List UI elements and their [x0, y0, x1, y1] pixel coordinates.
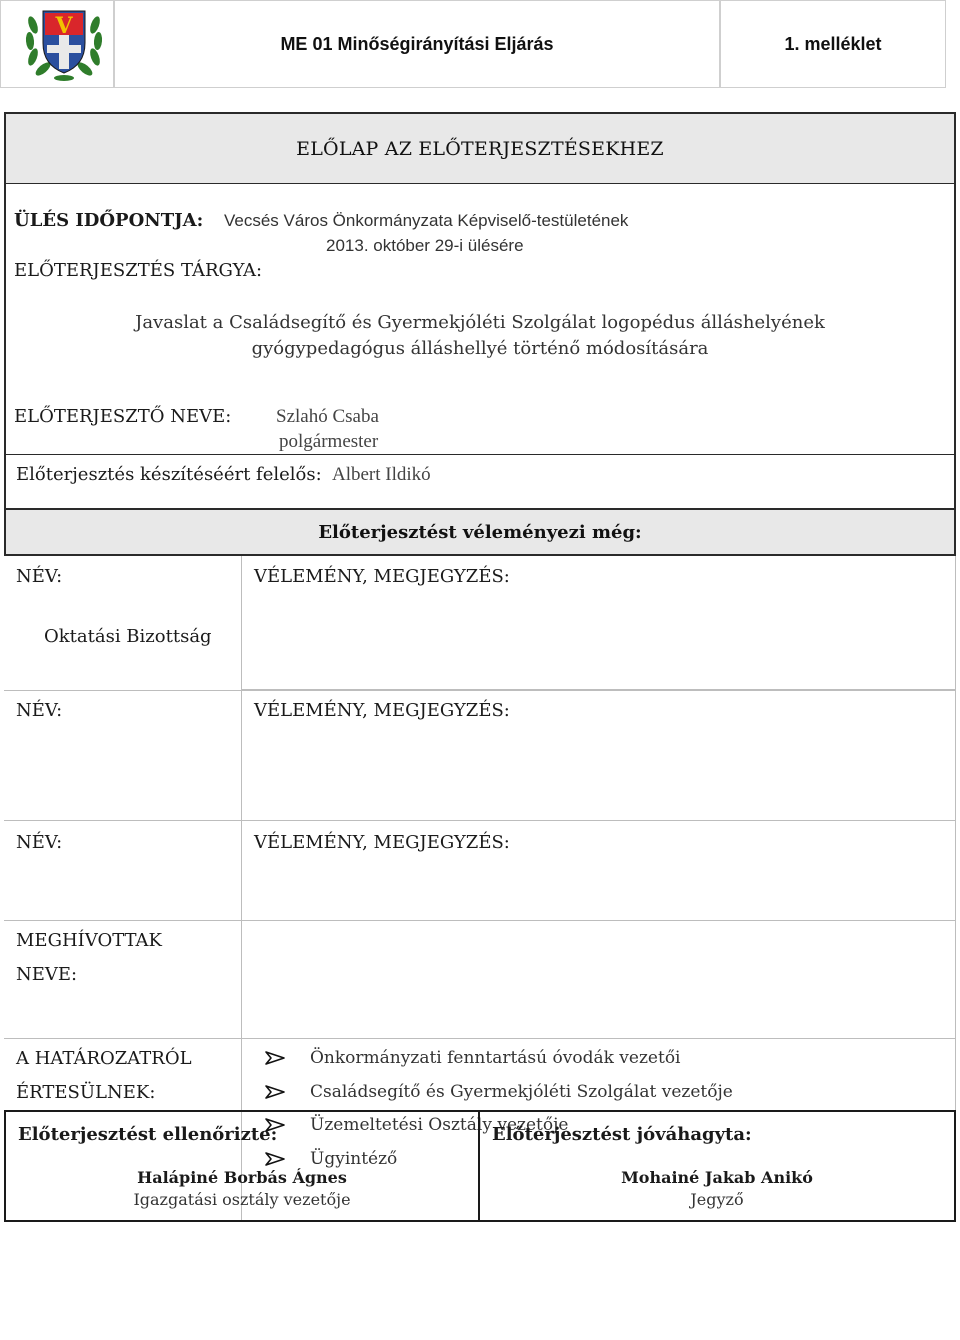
- header-title-cell: [114, 0, 720, 88]
- approved-title: Előterjesztést jóváhagyta:: [492, 1124, 752, 1145]
- row2-name-label: NÉV:: [16, 700, 63, 721]
- opinion-header: Előterjesztést véleményezi még:: [318, 521, 642, 543]
- approved-name: Mohainé Jakab Anikó: [621, 1168, 813, 1187]
- responsible-label: Előterjesztés készítéséért felelős:: [16, 464, 322, 485]
- notified-label-line1: A HATÁROZATRÓL: [16, 1048, 192, 1069]
- coat-of-arms-logo: [23, 5, 105, 83]
- row3-name-label: NÉV:: [16, 832, 63, 853]
- row1-opinion-label: VÉLEMÉNY, MEGJEGYZÉS:: [254, 566, 510, 587]
- signature-approved-box: [478, 1110, 956, 1222]
- arrow-bullet-icon: [264, 1050, 286, 1066]
- notified-label-line2: ÉRTESÜLNEK:: [16, 1082, 156, 1103]
- form-title-band: [4, 112, 956, 184]
- row2-opinion-label: VÉLEMÉNY, MEGJEGYZÉS:: [254, 700, 510, 721]
- notified-item: [264, 1082, 733, 1102]
- logo-letter: V: [55, 13, 73, 39]
- notified-item-text: Ügyintéző: [310, 1149, 398, 1169]
- subject-line1: Javaslat a Családsegítő és Gyermekjóléti Szolgálat logopédus álláshelyének: [135, 312, 825, 333]
- row3-opinion-label: VÉLEMÉNY, MEGJEGYZÉS:: [254, 832, 510, 853]
- checked-role: Igazgatási osztály vezetője: [133, 1190, 351, 1209]
- meeting-value-line1: Vecsés Város Önkormányzata Képviselő-testületének: [224, 211, 629, 230]
- presenter-label: ELŐTERJESZTŐ NEVE:: [14, 406, 232, 427]
- opinion-header-band: [4, 508, 956, 556]
- notified-item: [264, 1048, 681, 1068]
- presenter-role: polgármester: [279, 431, 379, 452]
- approved-role: Jegyző: [690, 1190, 744, 1209]
- row1-name-value: Oktatási Bizottság: [44, 626, 212, 647]
- responsible-name: Albert Ildikó: [332, 464, 431, 485]
- signature-checked-box: [4, 1110, 480, 1222]
- notified-item-text: Családsegítő és Gyermekjóléti Szolgálat vezetője: [310, 1082, 733, 1102]
- notified-item-text: Üzemeltetési Osztály vezetője: [310, 1115, 569, 1135]
- grid-line-row2: [4, 820, 955, 821]
- logo-cell: [0, 0, 114, 88]
- form-title: ELŐLAP AZ ELŐTERJESZTÉSEKHEZ: [296, 137, 664, 160]
- grid-line-row3: [4, 920, 955, 921]
- grid-line-row4: [4, 1038, 955, 1039]
- grid-line-row1-full: [4, 690, 955, 691]
- annex-label: 1. melléklet: [784, 33, 882, 54]
- notified-item-text: Önkormányzati fenntartású óvodák vezetői: [310, 1048, 681, 1068]
- subject-line2: gyógypedagógus álláshellyé történő módosítására: [251, 338, 709, 359]
- checked-title: Előterjesztést ellenőrizte:: [18, 1124, 278, 1145]
- arrow-bullet-icon: [264, 1084, 286, 1100]
- checked-name: Halápiné Borbás Ágnes: [137, 1168, 347, 1187]
- invited-label-line2: NEVE:: [16, 964, 78, 985]
- subject-label: ELŐTERJESZTÉS TÁRGYA:: [14, 260, 263, 281]
- header-title: ME 01 Minőségirányítási Eljárás: [280, 33, 554, 54]
- document-header: [0, 0, 946, 88]
- presenter-name: Szlahó Csaba: [276, 406, 379, 427]
- row1-name-label: NÉV:: [16, 566, 63, 587]
- meeting-value-line2: 2013. október 29-i ülésére: [326, 236, 524, 255]
- invited-label-line1: MEGHÍVOTTAK: [16, 930, 163, 951]
- meeting-label: ÜLÉS IDŐPONTJA:: [14, 210, 204, 231]
- header-annex-cell: [720, 0, 946, 88]
